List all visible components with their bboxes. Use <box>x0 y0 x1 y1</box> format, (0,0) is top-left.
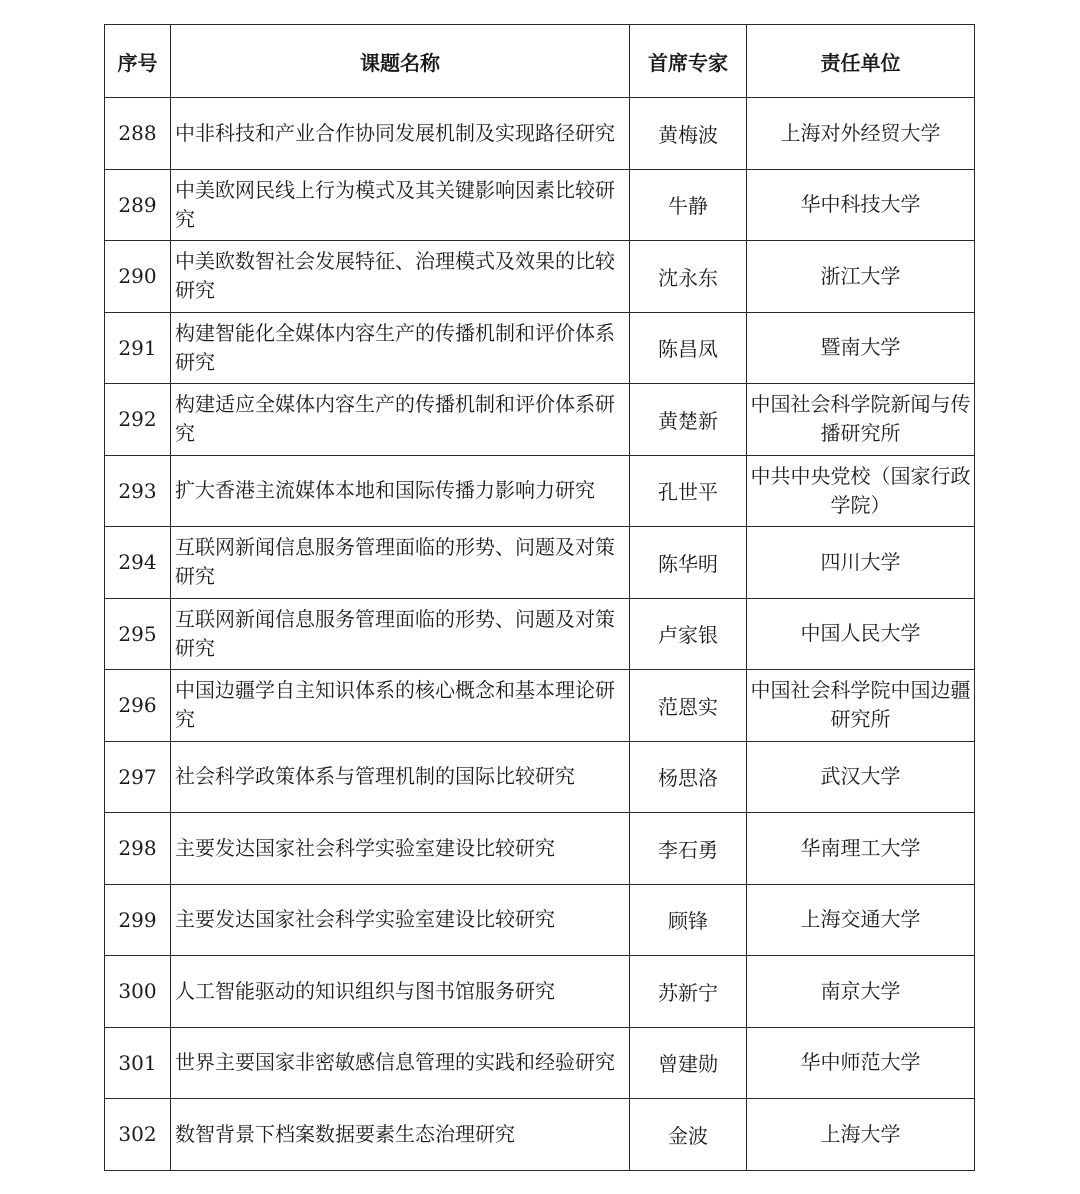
row-num: 291 <box>105 312 171 384</box>
table-row <box>105 884 975 956</box>
row-expert: 杨思洛 <box>630 741 747 813</box>
row-num: 302 <box>105 1099 171 1171</box>
row-num: 299 <box>105 884 171 956</box>
row-num: 301 <box>105 1027 171 1099</box>
row-expert: 曾建勋 <box>630 1027 747 1099</box>
row-title: 扩大香港主流媒体本地和国际传播力影响力研究 <box>171 455 630 527</box>
row-title: 互联网新闻信息服务管理面临的形势、问题及对策研究 <box>171 598 630 670</box>
row-title: 构建智能化全媒体内容生产的传播机制和评价体系研究 <box>171 312 630 384</box>
table-row <box>105 813 975 885</box>
table-row <box>105 455 975 527</box>
row-num: 290 <box>105 241 171 313</box>
header-unit: 责任单位 <box>747 25 975 98</box>
row-num: 298 <box>105 813 171 885</box>
row-unit: 上海交通大学 <box>747 884 975 956</box>
row-num: 296 <box>105 670 171 742</box>
row-title: 中美欧网民线上行为模式及其关键影响因素比较研究 <box>171 169 630 241</box>
row-title: 世界主要国家非密敏感信息管理的实践和经验研究 <box>171 1027 630 1099</box>
row-num: 295 <box>105 598 171 670</box>
row-title: 主要发达国家社会科学实验室建设比较研究 <box>171 813 630 885</box>
table-row <box>105 670 975 742</box>
table-row <box>105 741 975 813</box>
row-num: 300 <box>105 956 171 1028</box>
header-title: 课题名称 <box>171 25 630 98</box>
table-row <box>105 956 975 1028</box>
row-unit: 华中科技大学 <box>747 169 975 241</box>
header-expert: 首席专家 <box>630 25 747 98</box>
row-unit: 暨南大学 <box>747 312 975 384</box>
row-unit: 浙江大学 <box>747 241 975 313</box>
table-row <box>105 169 975 241</box>
row-unit: 中共中央党校（国家行政学院） <box>747 455 975 527</box>
row-unit: 中国社会科学院中国边疆研究所 <box>747 670 975 742</box>
row-num: 297 <box>105 741 171 813</box>
row-title: 构建适应全媒体内容生产的传播机制和评价体系研究 <box>171 384 630 456</box>
table-row <box>105 241 975 313</box>
projects-table <box>104 24 975 1171</box>
row-num: 294 <box>105 527 171 599</box>
row-expert: 范恩实 <box>630 670 747 742</box>
row-unit: 四川大学 <box>747 527 975 599</box>
row-title: 中美欧数智社会发展特征、治理模式及效果的比较研究 <box>171 241 630 313</box>
row-expert: 牛静 <box>630 169 747 241</box>
table-row <box>105 598 975 670</box>
row-num: 289 <box>105 169 171 241</box>
row-unit: 华南理工大学 <box>747 813 975 885</box>
row-title: 人工智能驱动的知识组织与图书馆服务研究 <box>171 956 630 1028</box>
row-expert: 苏新宁 <box>630 956 747 1028</box>
row-unit: 华中师范大学 <box>747 1027 975 1099</box>
row-title: 主要发达国家社会科学实验室建设比较研究 <box>171 884 630 956</box>
row-expert: 卢家银 <box>630 598 747 670</box>
row-unit: 中国人民大学 <box>747 598 975 670</box>
row-expert: 陈华明 <box>630 527 747 599</box>
row-num: 292 <box>105 384 171 456</box>
table-row <box>105 384 975 456</box>
row-title: 中非科技和产业合作协同发展机制及实现路径研究 <box>171 98 630 170</box>
table-header-row <box>105 25 975 98</box>
row-expert: 黄梅波 <box>630 98 747 170</box>
row-title: 互联网新闻信息服务管理面临的形势、问题及对策研究 <box>171 527 630 599</box>
row-expert: 陈昌凤 <box>630 312 747 384</box>
table-row <box>105 312 975 384</box>
row-unit: 中国社会科学院新闻与传播研究所 <box>747 384 975 456</box>
table-row <box>105 1027 975 1099</box>
row-unit: 上海对外经贸大学 <box>747 98 975 170</box>
row-unit: 上海大学 <box>747 1099 975 1171</box>
row-expert: 金波 <box>630 1099 747 1171</box>
row-expert: 黄楚新 <box>630 384 747 456</box>
row-unit: 南京大学 <box>747 956 975 1028</box>
row-num: 293 <box>105 455 171 527</box>
table-row <box>105 98 975 170</box>
row-expert: 李石勇 <box>630 813 747 885</box>
table-row <box>105 527 975 599</box>
row-expert: 顾锋 <box>630 884 747 956</box>
row-title: 中国边疆学自主知识体系的核心概念和基本理论研究 <box>171 670 630 742</box>
table-row <box>105 1099 975 1171</box>
row-unit: 武汉大学 <box>747 741 975 813</box>
row-num: 288 <box>105 98 171 170</box>
row-title: 社会科学政策体系与管理机制的国际比较研究 <box>171 741 630 813</box>
row-expert: 沈永东 <box>630 241 747 313</box>
row-expert: 孔世平 <box>630 455 747 527</box>
header-num: 序号 <box>105 25 171 98</box>
row-title: 数智背景下档案数据要素生态治理研究 <box>171 1099 630 1171</box>
